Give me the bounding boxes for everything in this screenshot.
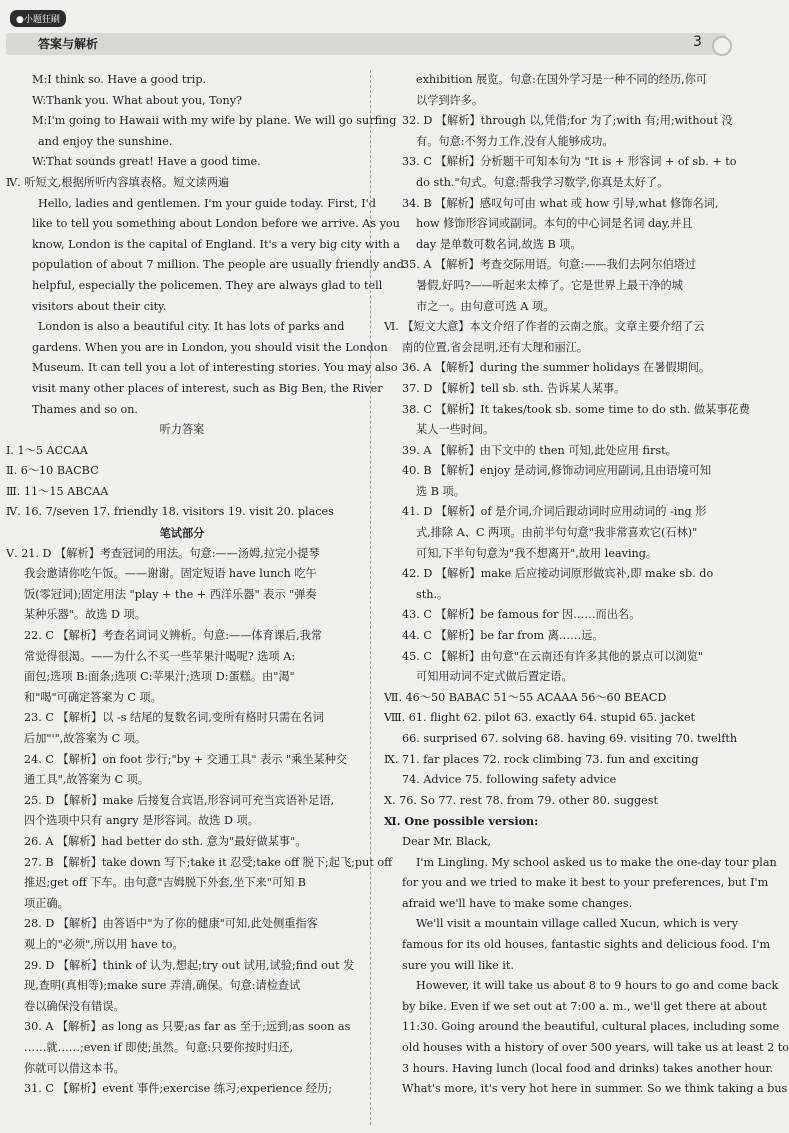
left-column-line: Ⅳ. 听短文,根据所听内容填表格。短文读两遍 xyxy=(6,175,230,189)
right-column-line: day 是单数可数名词,故选 B 项。 xyxy=(416,237,582,251)
left-column-line: Hello, ladies and gentlemen. I'm your guide today. First, I'd xyxy=(38,196,376,210)
right-column-line: 32. D 【解析】through 以,凭借;for 为了;with 有;用;without 没 xyxy=(402,114,733,128)
right-column-line: exhibition 展览。句意:在国外学习是一种不同的经历,你可 xyxy=(416,73,708,86)
left-column-line: Ⅰ. 1～5 ACCAA xyxy=(6,443,88,457)
left-column-line: 28. D 【解析】由答语中"为了你的健康"可知,此处侧重指客 xyxy=(24,917,318,931)
left-column-line: 30. A 【解析】as long as 只要;as far as 至于;远到;as soon as xyxy=(24,1020,351,1034)
right-column-line: 35. A 【解析】考查交际用语。句意:——我们去阿尔伯塔过 xyxy=(402,258,697,272)
left-column-line: helpful, especially the policemen. They are always glad to tell xyxy=(32,278,383,292)
right-column-line: 36. A 【解析】during the summer holidays 在暑假期间。 xyxy=(402,361,711,375)
left-column-line: and enjoy the sunshine. xyxy=(38,134,173,148)
left-column-line: 和"喝"可确定答案为 C 项。 xyxy=(24,690,162,704)
left-column-line: W:That sounds great! Have a good time. xyxy=(32,155,261,169)
header-band xyxy=(6,33,726,55)
left-column-line: population of about 7 million. The people are usually friendly and xyxy=(32,258,404,272)
left-column-line: 笔试部分 xyxy=(159,526,205,541)
left-column-line: London is also a beautiful city. It has lots of parks and xyxy=(38,320,345,334)
left-column-line: 观上的"必须",所以用 have to。 xyxy=(24,937,184,951)
series-badge: ●小题狂刷 xyxy=(10,10,66,27)
left-column-line: 四个选项中只有 angry 是形容词。故选 D 项。 xyxy=(24,814,259,828)
right-column-line: 以学到许多。 xyxy=(416,93,484,107)
right-column-line: 暑假,好吗?——听起来太棒了。它是世界上最干净的城 xyxy=(416,278,683,292)
right-column-line: 可知,下半句句意为"我不想离开",故用 leaving。 xyxy=(416,546,658,560)
right-column-line: Ⅺ. One possible version: xyxy=(384,814,539,829)
right-column-line: 43. C 【解析】be famous for 因……而出名。 xyxy=(402,608,641,622)
right-column-line: 有。句意:不努力工作,没有人能够成功。 xyxy=(416,134,614,148)
left-column-line: 24. C 【解析】on foot 步行;"by + 交通工具" 表示 "乘坐某种交 xyxy=(24,752,348,766)
right-column-line: 市之一。由句意可选 A 项。 xyxy=(416,299,555,313)
right-column-line: 42. D 【解析】make 后应接动词原形做宾补,即 make sb. do xyxy=(402,567,714,581)
right-column-line: I'm Lingling. My school asked us to make the one-day tour plan xyxy=(416,855,777,869)
left-column-line: 26. A 【解析】had better do sth. 意为"最好做某事"。 xyxy=(24,834,307,848)
page-circle-icon xyxy=(712,36,732,56)
right-column-line: 66. surprised 67. solving 68. having 69. visiting 70. twelfth xyxy=(402,732,738,745)
right-column-line: We'll visit a mountain village called Xucun, which is very xyxy=(416,917,739,931)
right-column-line: for you and we tried to make it best to your preferences, but I'm xyxy=(402,876,769,890)
left-column-line: 我会邀请你吃午饭。——谢谢。固定短语 have lunch 吃午 xyxy=(24,567,317,581)
left-column-line: 卷以确保没有错误。 xyxy=(24,999,125,1013)
left-column xyxy=(6,70,404,1100)
left-column-line: 面包;选项 B:面条;选项 C:苹果汁;选项 D:蛋糕。由"渴" xyxy=(24,670,295,684)
right-column-line: 南的位置,省会昆明,还有大理和丽江。 xyxy=(402,340,589,354)
right-column-line: sth.。 xyxy=(416,587,449,601)
right-column-line: 3 hours. Having lunch (local food and drinks) takes another hour. xyxy=(402,1061,774,1075)
right-column-line: 44. C 【解析】be far from 离……远。 xyxy=(402,629,604,643)
right-column-line: 11:30. Going around the beautiful, cultural places, including some xyxy=(402,1020,780,1034)
right-column xyxy=(384,70,789,1100)
left-column-line: ……就……;even if 即使;虽然。句意:只要你按时归还, xyxy=(24,1040,294,1054)
left-column-line: 你就可以借这本书。 xyxy=(24,1061,125,1075)
left-column-line: Thames and so on. xyxy=(32,402,138,416)
page-header xyxy=(0,0,768,62)
right-column-line: 37. D 【解析】tell sb. sth. 告诉某人某事。 xyxy=(402,381,626,395)
right-column-line: 可知用动词不定式做后置定语。 xyxy=(416,670,573,684)
right-column-line: Ⅶ. 46～50 BABAC 51～55 ACAAA 56～60 BEACD xyxy=(384,690,667,704)
right-column-line: 34. B 【解析】感叹句可由 what 或 how 引导,what 修饰名词, xyxy=(402,196,719,210)
right-column-line: 式,排除 A、C 两项。由前半句句意"我非常喜欢它(石林)" xyxy=(416,526,698,540)
left-column-line: Museum. It can tell you a lot of interesting stories. You may also xyxy=(32,361,398,375)
left-column-line: 常觉得很渴。——为什么不买一些苹果汁喝呢? 选项 A: xyxy=(24,649,296,663)
right-column-line: Dear Mr. Black, xyxy=(402,834,491,848)
right-column-line: afraid we'll have to make some changes. xyxy=(402,896,633,910)
left-column-line: 后加"'",故答案为 C 项。 xyxy=(24,732,147,745)
right-column-line: Ⅸ. 71. far places 72. rock climbing 73. fun and exciting xyxy=(384,752,699,766)
left-column-line: know, London is the capital of England. It's a very big city with a xyxy=(32,237,400,251)
left-column-line: 现,查明(真相等);make sure 弄清,确保。句意:请检查试 xyxy=(24,979,301,993)
page-number: 3 xyxy=(693,34,702,50)
left-column-line: 项正确。 xyxy=(24,896,69,910)
right-column-line: Ⅹ. 76. So 77. rest 78. from 79. other 80. suggest xyxy=(384,793,659,807)
left-column-line: W:Thank you. What about you, Tony? xyxy=(32,93,243,107)
right-column-line: However, it will take us about 8 to 9 hours to go and come back xyxy=(416,979,779,993)
left-column-line: 22. C 【解析】考查名词词义辨析。句意:——体育课后,我常 xyxy=(24,629,323,643)
left-column-line: 23. C 【解析】以 -s 结尾的复数名词,变所有格时只需在名词 xyxy=(24,711,324,725)
right-column-line: Ⅵ. 【短文大意】本文介绍了作者的云南之旅。文章主要介绍了云 xyxy=(384,320,705,334)
right-column-line: 39. A 【解析】由下文中的 then 可知,此处应用 first。 xyxy=(402,443,677,457)
right-column-line: 41. D 【解析】of 是介词,介词后跟动词时应用动词的 -ing 形 xyxy=(402,505,707,519)
right-column-line: famous for its old houses, fantastic sights and delicious food. I'm xyxy=(402,937,771,951)
right-column-line: 选 B 项。 xyxy=(416,484,465,498)
left-column-line: 27. B 【解析】take down 写下;take it 忍受;take off 脱下;起飞;put off xyxy=(24,855,393,869)
left-column-line: M:I think so. Have a good trip. xyxy=(32,73,207,86)
left-column-line: 25. D 【解析】make 后接复合宾语,形容词可充当宾语补足语, xyxy=(24,793,335,807)
left-column-line: 通工具",故答案为 C 项。 xyxy=(24,773,150,787)
left-column-line: gardens. When you are in London, you should visit the London xyxy=(32,340,388,354)
left-column-line: 某种乐器"。故选 D 项。 xyxy=(24,608,146,622)
right-column-line: Ⅷ. 61. flight 62. pilot 63. exactly 64. stupid 65. jacket xyxy=(384,711,696,725)
left-column-line: 饭(零冠词);固定用法 "play + the + 西洋乐器" 表示 "弹奏 xyxy=(24,587,317,601)
left-column-line: 29. D 【解析】think of 认为,想起;try out 试用,试验;find out 发 xyxy=(24,958,355,972)
left-column-line: like to tell you something about London before we arrive. As you xyxy=(32,217,400,231)
right-column-line: 33. C 【解析】分析题干可知本句为 "It is + 形容词 + of sb. + to xyxy=(402,155,737,169)
left-column-line: Ⅱ. 6～10 BACBC xyxy=(6,464,99,478)
header-title: 答案与解析 xyxy=(38,37,99,51)
right-column-line: 38. C 【解析】It takes/took sb. some time to do sth. 做某事花费 xyxy=(402,402,750,416)
right-column-line: do sth."句式。句意:帮我学习数学,你真是太好了。 xyxy=(416,175,669,189)
right-column-line: how 修饰形容词或副词。本句的中心词是名词 day,并且 xyxy=(416,217,693,231)
right-column-line: 45. C 【解析】由句意"在云南还有许多其他的景点可以浏览" xyxy=(402,649,704,663)
column-divider xyxy=(370,70,371,1125)
left-column-line: visitors about their city. xyxy=(32,299,167,313)
right-column-line: 某人一些时间。 xyxy=(416,423,495,437)
right-column-line: 74. Advice 75. following safety advice xyxy=(402,773,617,787)
left-column-line: 听力答案 xyxy=(159,423,205,437)
right-column-line: 40. B 【解析】enjoy 是动词,修饰动词应用副词,且由语境可知 xyxy=(402,464,712,478)
right-column-line: by bike. Even if we set out at 7:00 a. m., we'll get there at about xyxy=(402,999,767,1013)
left-column-line: M:I'm going to Hawaii with my wife by plane. We will go surfing xyxy=(32,114,397,128)
left-column-line: Ⅴ. 21. D 【解析】考查冠词的用法。句意:——汤姆,拉完小提琴 xyxy=(6,546,320,560)
left-column-line: Ⅳ. 16. 7/seven 17. friendly 18. visitors 19. visit 20. places xyxy=(6,505,334,519)
left-column-line: 推迟;get off 下车。由句意"吉姆脱下外套,坐下来"可知 B xyxy=(24,876,307,890)
right-column-line: What's more, it's very hot here in summer. So we think taking a bus xyxy=(402,1082,788,1096)
left-column-line: Ⅲ. 11～15 ABCAA xyxy=(6,484,109,498)
left-column-line: visit many other places of interest, such as Big Ben, the River xyxy=(32,381,383,395)
left-column-line: 31. C 【解析】event 事件;exercise 练习;experience 经历; xyxy=(24,1082,333,1096)
right-column-line: old houses with a history of over 500 years, will take us at least 2 to xyxy=(402,1040,789,1054)
right-column-line: sure you will like it. xyxy=(402,958,514,972)
